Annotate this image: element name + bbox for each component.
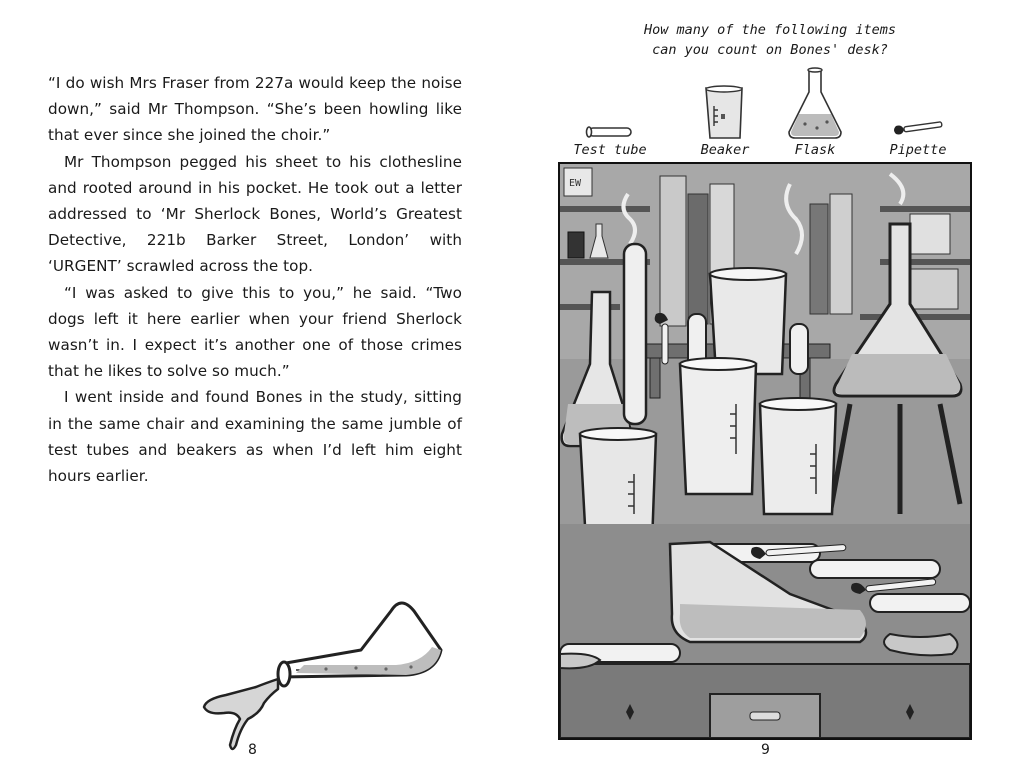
right-page	[510, 0, 1020, 782]
paragraph-1: “I do wish Mrs Fraser from 227a would keep the noise down,” said Mr Thompson. “She’s been howling like that ever since she joined the choir.”	[48, 74, 462, 145]
test-tube-icon	[583, 122, 637, 140]
beaker-icon	[702, 84, 748, 140]
spilled-flask-illustration	[196, 595, 476, 765]
paragraph-2: Mr Thompson pegged his sheet to his clothesline and rooted around in his pocket. He took out a letter addressed to ‘Mr Sherlock Bones, World’s Greatest Detective, 221b Barker Street, London’ with ‘URGENT’ scrawled across the top.	[48, 152, 462, 276]
wall-card-label: EW	[569, 178, 582, 189]
legend-label-test-tube: Test tube	[573, 142, 647, 158]
legend-beaker	[680, 84, 770, 158]
question-line-2: can you count on Bones' desk?	[652, 42, 888, 58]
legend-label-beaker: Beaker	[700, 142, 750, 158]
item-legend	[555, 58, 985, 158]
legend-label-flask: Flask	[794, 142, 836, 158]
legend-test-tube	[565, 122, 655, 158]
puzzle-question	[640, 20, 900, 60]
page-number-right: 9	[761, 742, 770, 758]
paragraph-3: “I was asked to give this to you,” he said. “Two dogs left it here earlier when your friend Sherlock wasn’t in. I expect it’s another one of those crimes that he likes to solve so much.”	[48, 283, 462, 381]
question-line-1: How many of the following items	[644, 22, 896, 38]
legend-pipette	[873, 120, 963, 158]
pipette-icon	[890, 120, 946, 140]
page-number-left: 8	[248, 742, 257, 758]
lab-scene-svg	[560, 164, 970, 738]
flask-icon	[785, 66, 845, 140]
lab-desk-illustration	[558, 162, 972, 740]
story-text	[48, 70, 462, 489]
legend-label-pipette: Pipette	[889, 142, 947, 158]
legend-flask	[770, 66, 860, 158]
paragraph-4: I went inside and found Bones in the study, sitting in the same chair and examining the same jumble of test tubes and beakers as when I’d left him eight hours earlier.	[48, 388, 462, 486]
